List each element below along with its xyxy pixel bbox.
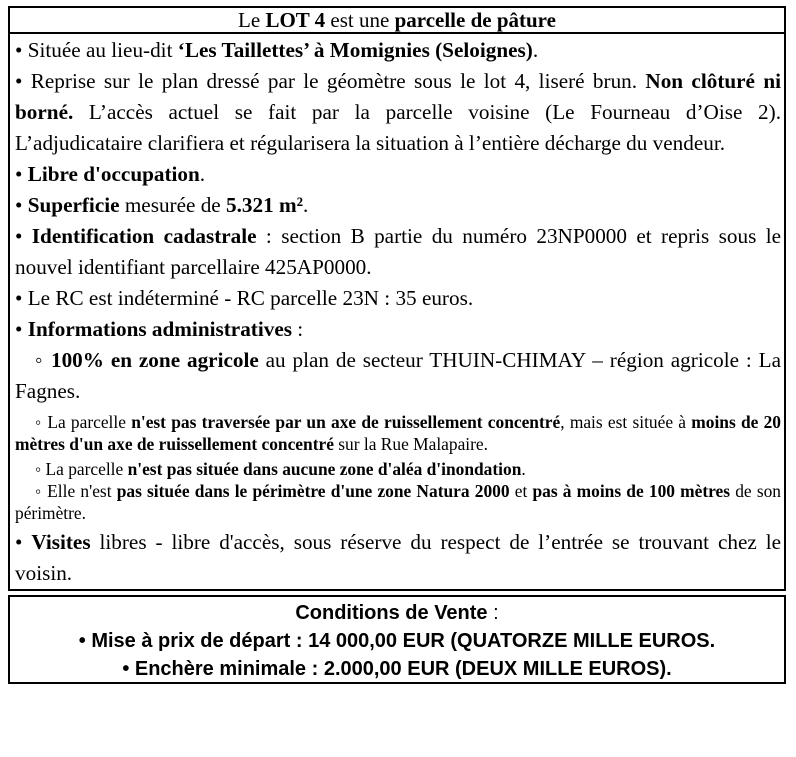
natura-text-3: de son périmètre.	[15, 481, 781, 523]
visits-item	[15, 527, 781, 589]
bullet: •	[15, 224, 32, 248]
cadastral-item	[15, 221, 781, 283]
flood-item	[15, 458, 781, 480]
starting-price	[10, 627, 784, 655]
location-value: ‘Les Taillettes’ à Momignies (Seloignes)	[177, 38, 533, 62]
lot-document	[8, 6, 786, 684]
flood-end: .	[521, 459, 526, 479]
location-label: • Située au lieu-dit	[15, 38, 178, 62]
runoff-item	[15, 411, 781, 455]
location-end: .	[532, 38, 539, 62]
conditions-title-line	[10, 599, 784, 627]
sub-bullet: ◦	[35, 348, 51, 372]
title-text-1: Le	[238, 8, 266, 32]
bullet: •	[15, 530, 32, 554]
fencing-status: Non clôturé ni borné.	[15, 69, 781, 124]
lot-description	[8, 34, 786, 591]
admin-info-colon: :	[291, 317, 304, 341]
starting-price-text: • Mise à prix de départ : 14 000,00 EUR (QUATORZE MILLE EUROS.	[78, 630, 716, 652]
area-value: 5.321 m²	[226, 193, 303, 217]
zoning-value: 100% en zone agricole	[50, 348, 259, 372]
natura-text-2: et	[509, 481, 533, 501]
access-text: L’accès actuel se fait par la parcelle voisine (Le Fourneau d’Oise 2). L’adjudicataire clarifiera et régularisera la situation à l’entière décharge du vendeur.	[15, 100, 781, 155]
area-label: Superficie	[27, 193, 120, 217]
minimum-bid-text: • Enchère minimale : 2.000,00 EUR (DEUX MILLE EUROS).	[122, 658, 672, 680]
admin-info-item	[15, 314, 781, 345]
runoff-text-1: ◦ La parcelle	[35, 412, 132, 432]
title-text-2: est une	[325, 8, 395, 32]
conditions-title: Conditions de Vente	[295, 602, 488, 624]
rc-item: • Le RC est indéterminé - RC parcelle 23N : 35 euros.	[15, 286, 474, 310]
area-end: .	[302, 193, 309, 217]
area-item	[15, 190, 781, 221]
plan-item	[15, 66, 781, 159]
bullet: •	[15, 317, 28, 341]
cadastral-text: : section B partie du numéro 23NP0000 et repris sous le nouvel identifiant parcellaire 425AP0000.	[15, 224, 781, 279]
runoff-text-3: sur la Rue Malapaire.	[333, 434, 488, 454]
occupation-end: .	[199, 162, 206, 186]
visits-text: libres - libre d'accès, sous réserve du respect de l’entrée se trouvant chez le voisin.	[15, 530, 781, 585]
conditions-title-colon: :	[487, 602, 499, 624]
visits-label: Visites	[31, 530, 91, 554]
natura-distance: pas à moins de 100 mètres	[532, 481, 731, 501]
runoff-text-2: , mais est située à	[560, 412, 692, 432]
cadastral-label: Identification cadastrale	[31, 224, 257, 248]
lot-title-box	[8, 6, 786, 34]
minimum-bid	[10, 655, 784, 683]
admin-info-label: Informations administratives	[27, 317, 292, 341]
zoning-text: au plan de secteur THUIN-CHIMAY – région agricole : La Fagnes.	[15, 348, 782, 403]
title-lot-number: LOT 4	[265, 8, 326, 32]
zoning-item	[15, 345, 781, 407]
area-text: mesurée de	[119, 193, 226, 217]
sale-conditions-box	[8, 595, 786, 684]
natura-text-1: ◦ Elle n'est	[35, 481, 117, 501]
runoff-status: n'est pas traversée par un axe de ruissellement concentré	[131, 412, 561, 432]
title-parcel-type: parcelle de pâture	[394, 8, 556, 32]
occupation-item	[15, 159, 781, 190]
runoff-distance: moins de 20 mètres d'un axe de ruissellement concentré	[15, 412, 781, 454]
plan-text: • Reprise sur le plan dressé par le géomètre sous le lot 4, liseré brun.	[15, 69, 646, 93]
location-item	[15, 35, 781, 66]
flood-text: ◦ La parcelle	[35, 459, 128, 479]
natura-status: pas située dans le périmètre d'une zone Natura 2000	[116, 481, 510, 501]
natura-item	[15, 480, 781, 524]
occupation-status: Libre d'occupation	[27, 162, 200, 186]
bullet: •	[15, 193, 28, 217]
bullet: •	[15, 162, 28, 186]
flood-status: n'est pas située dans aucune zone d'aléa d'inondation	[127, 459, 522, 479]
